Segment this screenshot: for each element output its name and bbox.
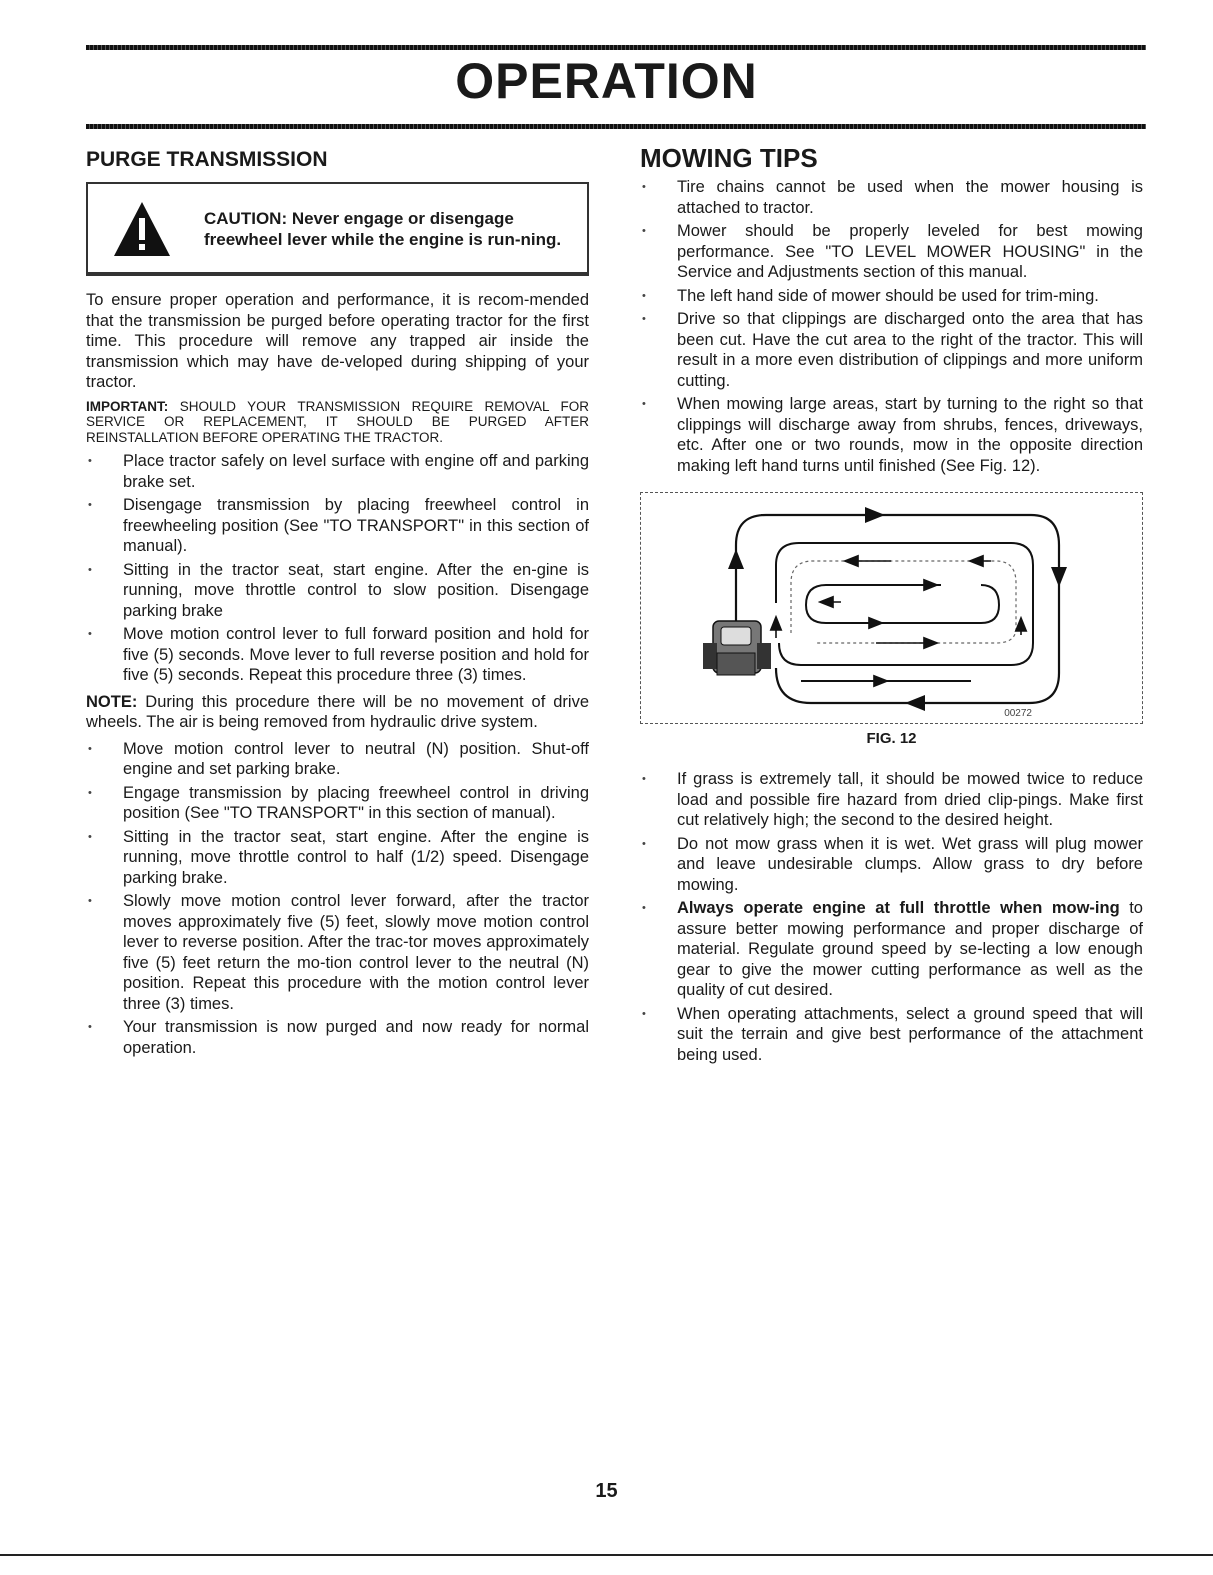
list-item: • Mower should be properly leveled for best mowing performance. See "TO LEVEL MOWER HOUSING" in the Service and Adjustments section of this manual. <box>640 221 1143 283</box>
caution-box <box>86 182 589 276</box>
purge-steps-list-b <box>86 739 589 1059</box>
mowing-tips-list-b <box>640 769 1143 1065</box>
purge-heading: PURGE TRANSMISSION <box>86 148 328 171</box>
list-item: • Engage transmission by placing freewheel control in driving position (See "TO TRANSPORT" in this section of manual). <box>86 783 589 824</box>
mowing-tips-list-a <box>640 177 1143 476</box>
note-paragraph <box>86 692 589 733</box>
purge-transmission-section <box>86 148 589 1064</box>
mowing-tips-section <box>640 143 1143 1071</box>
title-rule <box>86 124 1146 129</box>
purge-intro: To ensure proper operation and performance, it is recom-mended that the transmission be purged before operating tractor for the first time. This procedure will remove any trapped air inside the transmission which may have de-veloped during shipping of your tractor. <box>86 291 589 391</box>
list-item: • Disengage transmission by placing freewheel control in freewheeling position (See "TO TRANSPORT" in this section of manual). <box>86 495 589 557</box>
list-item: • The left hand side of mower should be used for trim-ming. <box>640 286 1143 307</box>
throttle-tip-bold: Always operate engine at full throttle when mow-ing <box>677 899 1120 917</box>
list-item: • Move motion control lever to full forward position and hold for five (5) seconds. Move lever to full reverse position and hold for five (5) seconds. Repeat this procedure three (3) times. <box>86 624 589 686</box>
list-item: • Do not mow grass when it is wet. Wet grass will plug mower and leave undesirable clumps. Allow grass to dry before mowing. <box>640 834 1143 896</box>
top-rule <box>86 45 1146 50</box>
note-label: NOTE: <box>86 692 138 711</box>
important-notice <box>86 399 589 446</box>
caution-text: CAUTION: Never engage or disengage freewheel lever while the engine is run-ning. <box>204 209 562 249</box>
list-item <box>640 898 1143 1001</box>
list-item: • When operating attachments, select a ground speed that will suit the terrain and give best performance of the attachment being used. <box>640 1004 1143 1066</box>
list-item: • When mowing large areas, start by turning to the right so that clippings will discharge away from shrubs, fences, driveways, etc. After one or two rounds, mow in the opposite direction making left hand turns until finished (See Fig. 12). <box>640 394 1143 476</box>
list-item: • Sitting in the tractor seat, start engine. After the en-gine is running, move throttle control to slow position. Disengage parking brake <box>86 560 589 622</box>
mowing-heading: MOWING TIPS <box>640 143 818 173</box>
note-text: During this procedure there will be no movement of drive wheels. The air is being removed from hydraulic drive system. <box>86 692 589 731</box>
important-text: SHOULD YOUR TRANSMISSION REQUIRE REMOVAL FOR SERVICE OR REPLACEMENT, IT SHOULD BE PURGED AFTER REINSTALLATION BEFORE OPERATING THE TRACTOR. <box>86 398 589 445</box>
page-number: 15 <box>595 1480 618 1502</box>
list-item: • Tire chains cannot be used when the mower housing is attached to tractor. <box>640 177 1143 218</box>
figure-code: 00272 <box>1004 708 1032 719</box>
warning-icon <box>112 200 172 258</box>
tractor-icon <box>703 621 771 675</box>
list-item: • Drive so that clippings are discharged onto the area that has been cut. Have the cut area to the right of the tractor. This will result in a more even distribution of clippings and more uniform cutting. <box>640 309 1143 391</box>
list-item: • Move motion control lever to neutral (N) position. Shut-off engine and set parking brake. <box>86 739 589 780</box>
list-item: • Place tractor safely on level surface with engine off and parking brake set. <box>86 451 589 492</box>
mowing-pattern-diagram <box>641 493 1144 725</box>
page-title: OPERATION <box>455 53 758 109</box>
list-item: • Your transmission is now purged and now ready for normal operation. <box>86 1017 589 1058</box>
bottom-rule <box>0 1554 1213 1556</box>
purge-steps-list-a <box>86 451 589 686</box>
list-item: • Slowly move motion control lever forward, after the tractor moves approximately five (5) feet, slowly move motion control lever to reverse position. After the trac-tor moves approximately five (5) feet return the mo-tion control lever to the neutral (N) position. Repeat this procedure with the motion control lever three (3) times. <box>86 891 589 1014</box>
list-item: • If grass is extremely tall, it should be mowed twice to reduce load and possible fire hazard from dried clip-pings. Make first cut relatively high; the second to the desired height. <box>640 769 1143 831</box>
mowing-pattern-figure <box>640 492 1143 724</box>
throttle-tip-text: to assure better mowing performance and proper discharge of material. Regulate ground speed by se-lecting a low enough gear to give the mower cutting performance as well as the quality of cut desired. <box>677 899 1143 999</box>
figure-caption: FIG. 12 <box>866 730 917 747</box>
important-label: IMPORTANT: <box>86 398 169 414</box>
list-item: • Sitting in the tractor seat, start engine. After the engine is running, move throttle control to half (1/2) speed. Disengage parking brake. <box>86 827 589 889</box>
